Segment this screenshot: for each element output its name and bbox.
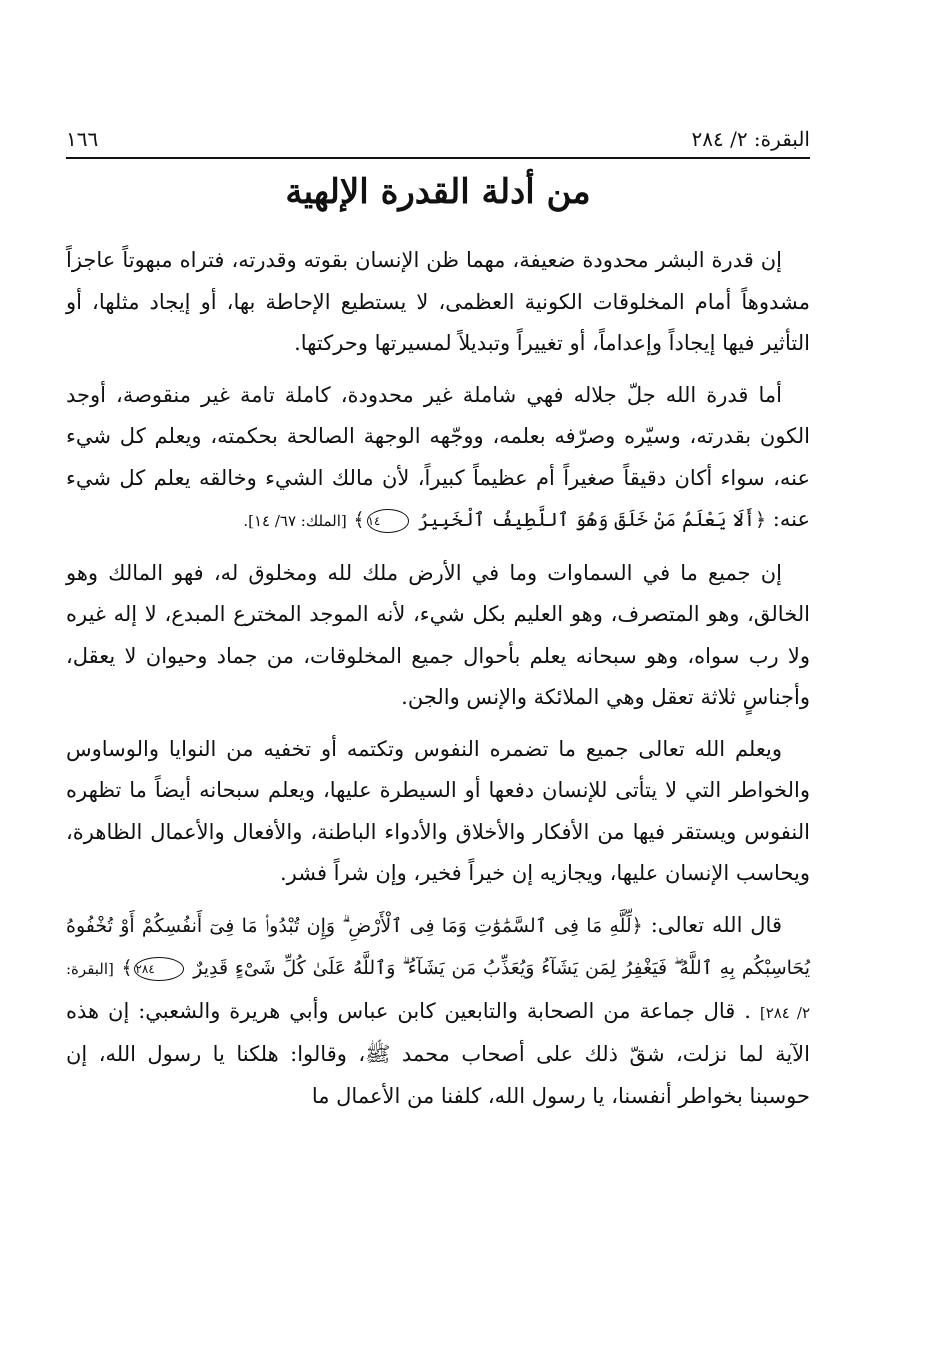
- quran-verse-baqara: ﴿لِّلَّهِ مَا فِى ٱلسَّمَٰوَٰتِ وَمَا فِى ٱلْأَرْضِ ۗ وَإِن تُبْدُوا۟ مَا فِىٓ أَنفُسِكُمْ أَوْ تُخْفُوهُ يُحَاسِبْكُم بِهِ ٱللَّهُ ۖ فَيَغْفِرُ لِمَن يَشَآءُ وَيُعَذِّبُ مَن يَشَآءُ ۗ وَٱللَّهُ عَلَىٰ كُلِّ شَىْءٍ قَدِيرٌ: [66, 914, 810, 979]
- section-title: من أدلة القدرة الإلهية: [285, 172, 591, 212]
- paragraph-4: ويعلم الله تعالى جميع ما تضمره النفوس وتكتمه أو تخفيه من النوايا والوساوس والخواطر التي لا يتأتى للإنسان دفعها أو السيطرة عليها، ويعلم سبحانه أيضاً ما تظهره النفوس ويستقر فيها من الأفكار والأخلاق والأدواء الباطنة، والأفعال والأعمال الظاهرة، ويحاسب الإنسان عليها، ويجازيه إن خيراً فخير، وإن شراً فشر.: [66, 736, 810, 885]
- paragraph-5: [66, 905, 810, 1118]
- quran-close-bracket: ﴾: [121, 957, 133, 979]
- paragraph-2-text: أما قدرة الله جلّ جلاله فهي شاملة غير محدودة، كاملة تامة غير منقوصة، أوجد الكون بقدرته، وسيّره وصرّفه بعلمه، ووجّهه الوجهة الصالحة بحكمته، ويعلم كل شيء عنه، سواء أكان دقيقاً صغيراً أم عظيماً كبيراً، لأن مالك الشيء وخالقه يعلم كل شيء عنه:: [66, 382, 810, 531]
- book-page: [66, 0, 810, 1370]
- running-header: [66, 123, 810, 151]
- header-divider: [66, 157, 810, 159]
- paragraph-3: إن جميع ما في السماوات وما في الأرض ملك لله ومخلوق له، فهو المالك وهو الخالق، وهو المتصرف، وهو العليم بكل شيء، لأنه الموجد المخترع المبدع، لا إله غيره ولا رب سواه، وهو سبحانه يعلم بأحوال جميع المخلوقات، من جماد وحيوان لا يعقل، وأجناسٍ ثلاثة تعقل وهي الملائكة والإنس والجن.: [66, 560, 810, 709]
- surah-reference: البقرة: ٢/ ٢٨٤: [691, 127, 810, 151]
- paragraph-2: [66, 375, 810, 543]
- verse-citation-mulk: [الملك: ٦٧/ ١٤].: [243, 512, 347, 530]
- paragraph-5-rest: . قال جماعة من الصحابة والتابعين كابن عباس وأبي هريرة والشعبي: إن هذه الآية لما نزلت، شقّ ذلك على أصحاب محمد ﷺ، وقالوا: هلكنا يا رسول الله، إن حوسبنا بخواطر أنفسنا، يا رسول الله، كلفنا من الأعمال ما: [66, 998, 810, 1108]
- body-text: [66, 240, 810, 1127]
- ayah-number-mark: ١٤: [367, 509, 410, 533]
- paragraph-1: إن قدرة البشر محدودة ضعيفة، مهما ظن الإنسان بقوته وقدرته، فتراه مبهوتاً عاجزاً مشدوهاً أمام المخلوقات الكونية العظمى، لا يستطيع الإحاطة بها، أو إيجاد مثلها، أو التأثير فيها إيجاداً وإعداماً، أو تغييراً وتبديلاً لمسيرتها وحركتها.: [66, 248, 810, 355]
- page-number: ١٦٦: [66, 127, 99, 151]
- paragraph-5-intro: قال الله تعالى:: [650, 912, 782, 937]
- verse-citation-baqara: [البقرة: ٢/ ٢٨٤]: [66, 960, 810, 1022]
- ayah-number-mark: ٢٨٤: [134, 957, 183, 981]
- quran-verse-mulk: ﴿أَلَا يَعْلَمُ مَنْ خَلَقَ وَهُوَ ٱللَّطِيفُ ٱلْخَبِيرُ: [418, 509, 767, 531]
- quran-close-bracket: ﴾: [353, 509, 365, 531]
